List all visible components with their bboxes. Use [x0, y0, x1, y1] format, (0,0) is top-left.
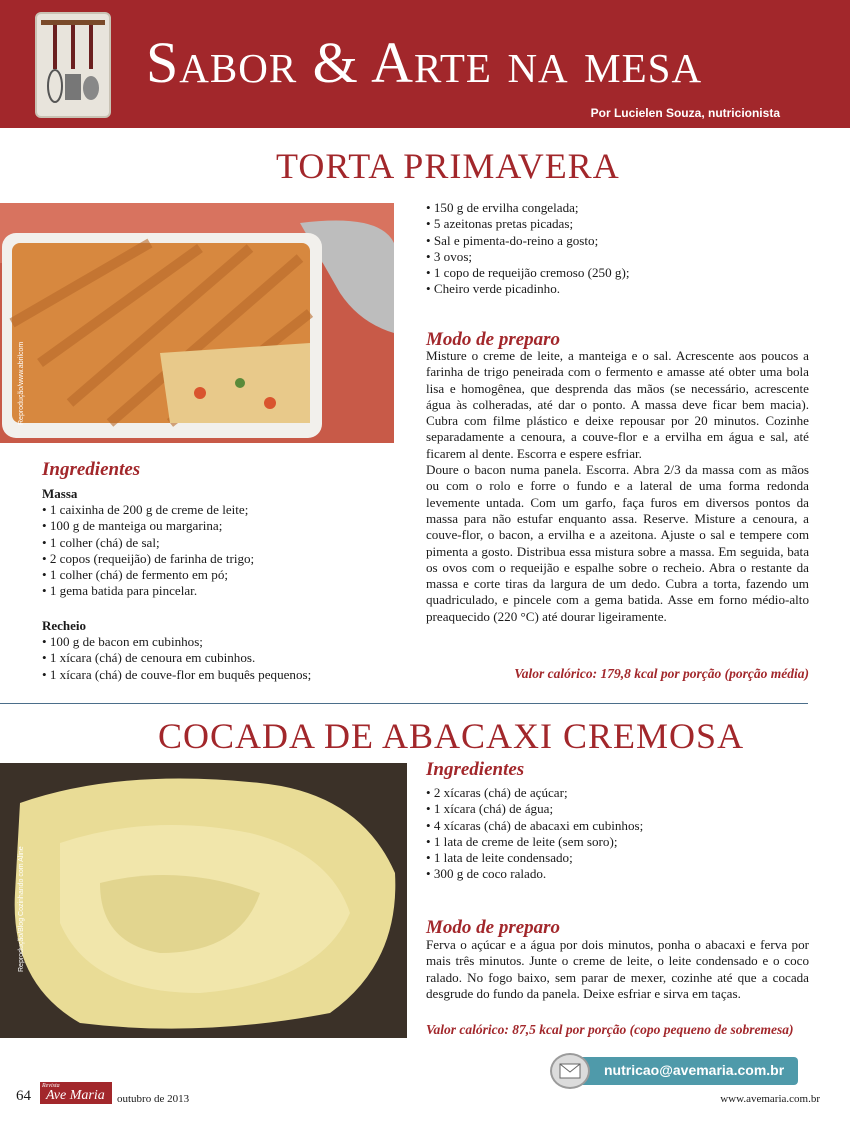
calorie-info: Valor calórico: 179,8 kcal por porção (porção média): [514, 666, 809, 681]
list-item: • 1 colher (chá) de sal;: [42, 535, 402, 551]
section-divider: [0, 703, 808, 704]
recipe-title-torta: TORTA PRIMAVERA: [276, 146, 620, 186]
photo-credit: Reprodução/www.abrilcom: [18, 341, 25, 425]
issue-date: outubro de 2013: [117, 1093, 190, 1105]
list-item: • 2 xícaras (chá) de açúcar;: [426, 785, 816, 801]
magazine-logo-small: Revista: [42, 1083, 60, 1089]
list-item: • 1 lata de creme de leite (sem soro);: [426, 834, 816, 850]
magazine-logo-name: Ave Maria: [46, 1088, 105, 1103]
list-item: • 3 ovos;: [426, 249, 806, 265]
website-url[interactable]: www.avemaria.com.br: [720, 1093, 820, 1105]
recheio-ingredient-list: [42, 634, 402, 683]
recheio-ingredient-list-continued: [426, 200, 806, 298]
list-item: • 1 colher (chá) de fermento em pó;: [42, 567, 402, 583]
envelope-icon: [550, 1053, 590, 1089]
massa-heading: Massa: [42, 486, 78, 501]
list-item: • 1 copo de requeijão cremoso (250 g);: [426, 265, 806, 281]
paragraph: Doure o bacon numa panela. Escorra. Abra 2/3 da massa com as mãos ou com o rolo e forre o fundo e a lateral de uma forma redonda levemente untada. Com um garfo, faça furos em diversos pontos da massa para não estufar enquanto assa. Reserve. Misture a cenoura, a couve-flor, o bacon, a ervilha e a azeitona. Ajuste o sal e tempere com pimenta a gosto. Distribua essa mistura sobre a massa. Em seguida, bata os ovos com o requeijão e espalhe sobre o recheio. Abra o restante da massa e corte tiras da largura de um dedo. Cubra a torta, fazendo um quadriculado, e pincele com a gema batida. Asse em forno médio-alto preaquecido (220 °C) até dourar ligeiramente.: [426, 462, 809, 624]
list-item: • 1 xícara (chá) de cenoura em cubinhos.: [42, 650, 402, 666]
list-item: • 1 xícara (chá) de couve-flor em buquês pequenos;: [42, 667, 402, 683]
list-item: • 100 g de manteiga ou margarina;: [42, 518, 402, 534]
list-item: • 1 gema batida para pincelar.: [42, 583, 402, 599]
kitchen-utensils-icon: [35, 12, 111, 118]
cocada-photo: [0, 763, 407, 1038]
list-item: • Cheiro verde picadinho.: [426, 281, 806, 297]
photo-credit: Reprodução/Blog Cozinhando com Aline: [18, 846, 25, 972]
torta-photo: [0, 203, 394, 443]
preparation-text: Ferva o açúcar e a água por dois minutos, ponha o abacaxi e ferva por mais três minutos. Junte o creme de leite, o leite condensado e o coco ralado. No fogo baixo, sem parar de mexer, cozinhe até que a cocada desgrude do fundo da panela. Deixe esfriar e sirva em taças.: [426, 937, 809, 1001]
ingredients-heading: Ingredientes: [426, 759, 525, 780]
recipe-title-cocada: COCADA DE ABACAXI CREMOSA: [158, 716, 745, 756]
list-item: • 2 copos (requeijão) de farinha de trigo;: [42, 551, 402, 567]
list-item: • 300 g de coco ralado.: [426, 866, 816, 882]
preparation-heading: Modo de preparo: [426, 329, 561, 350]
massa-ingredient-list: [42, 502, 402, 600]
column-title: Sabor & Arte na mesa: [146, 30, 703, 95]
list-item: • 1 xícara (chá) de água;: [426, 801, 816, 817]
paragraph: Misture o creme de leite, a manteiga e o sal. Acrescente aos poucos a farinha de trigo peneirada com o fermento e amasse até obter uma bola lisa e homogênea, que desprenda das mãos (se necessário, acrescente água às colheradas, até dar o ponto. A massa deve ficar bem macia). Cubra com filme plástico e deixe repousar por 20 minutos. Cozinhe separadamente a cenoura, a couve-flor e a ervilha em água e sal, até ficarem al dente. Escorra e espere esfriar.: [426, 348, 809, 461]
author-byline: Por Lucielen Souza, nutricionista: [590, 106, 780, 120]
list-item: • 1 lata de leite condensado;: [426, 850, 816, 866]
list-item: • 100 g de bacon em cubinhos;: [42, 634, 402, 650]
list-item: • Sal e pimenta-do-reino a gosto;: [426, 233, 806, 249]
list-item: • 150 g de ervilha congelada;: [426, 200, 806, 216]
cocada-ingredient-list: [426, 785, 816, 883]
preparation-heading: Modo de preparo: [426, 917, 561, 938]
page-number: 64: [16, 1088, 31, 1104]
preparation-text: [426, 348, 809, 625]
recheio-heading: Recheio: [42, 618, 87, 633]
calorie-info: Valor calórico: 87,5 kcal por porção (copo pequeno de sobremesa): [426, 1022, 794, 1037]
list-item: • 5 azeitonas pretas picadas;: [426, 216, 806, 232]
email-link[interactable]: nutricao@avemaria.com.br: [604, 1062, 785, 1078]
list-item: • 4 xícaras (chá) de abacaxi em cubinhos;: [426, 818, 816, 834]
list-item: • 1 caixinha de 200 g de creme de leite;: [42, 502, 402, 518]
ingredients-heading: Ingredientes: [42, 459, 141, 480]
